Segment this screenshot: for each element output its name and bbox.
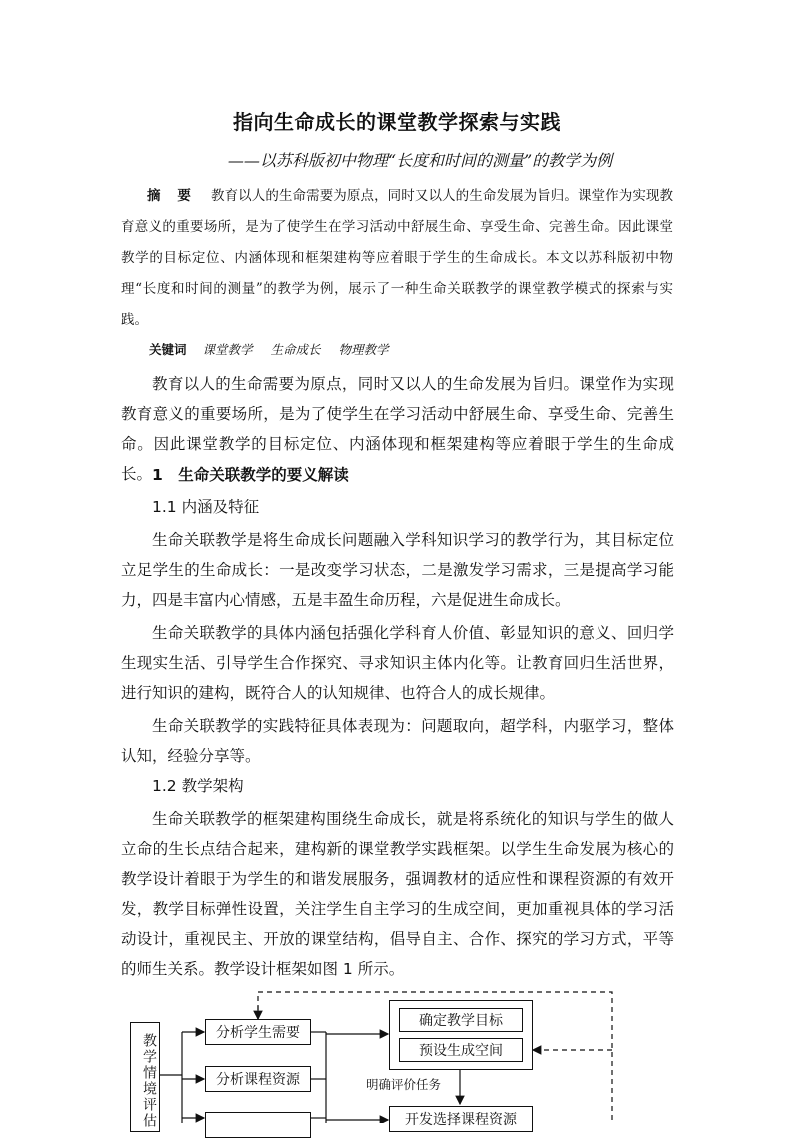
develop-resources-box: 开发选择课程资源 xyxy=(389,1106,533,1132)
paragraph: 生命关联教学的实践特征具体表现为：问题取向，超学科，内驱学习，整体认知，经验分享等。 xyxy=(121,717,674,765)
abstract-label: 摘 要 xyxy=(147,188,197,204)
paragraph: 生命关联教学的框架建构围绕生命成长，就是将系统化的知识与学生的做人立命的生长点结合起来，建构新的课堂教学实践框架。以学生生命发展为核心的教学设计着眼于为学生的和谐发展服务，强调教材的适应性和课程资源的有效开发，教学目标弹性设置，关注学生自主学习的生成空间，更加重视具体的学习活动设计，重视民主、开放的课堂结构，倡导自主、合作、探究的学习方式，平等的师生关系。教学设计框架如图 1 所示。 xyxy=(121,810,674,978)
preset-space-box: 预设生成空间 xyxy=(399,1038,523,1062)
context-evaluation-box: 教学情境评估 xyxy=(130,1022,160,1132)
section-heading: 1 生命关联教学的要义解读 xyxy=(152,466,349,484)
keyword: 生命成长 xyxy=(270,342,321,357)
abstract-text: 教育以人的生命需要为原点，同时又以人的生命发展为旨归。课堂作为实现教育意义的重要场所，是为了使学生在学习活动中舒展生命、享受生命、完善生命。因此课堂教学的目标定位、内涵体现和框架建构等应着眼于学生的生命成长。本文以苏科版初中物理“长度和时间的测量”的教学为例，展示了一种生命关联教学的课堂教学模式的探索与实践。 xyxy=(121,188,674,328)
keywords-label: 关键词 xyxy=(149,342,187,357)
intro-paragraph: 教育以人的生命需要为原点，同时又以人的生命发展为旨归。课堂作为实现教育意义的重要场所，是为了使学生在学习活动中舒展生命、享受生命、完善生命。因此课堂教学的目标定位、内涵体现和框架建构等应着眼于学生的生命成长。 xyxy=(121,375,674,483)
analyze-resources-box: 分析课程资源 xyxy=(205,1066,311,1092)
define-goals-box: 确定教学目标 xyxy=(399,1008,523,1032)
third-analysis-box xyxy=(205,1112,311,1138)
keyword: 课堂教学 xyxy=(202,342,253,357)
keyword: 物理教学 xyxy=(338,342,389,357)
subsection-heading: 1.2 教学架构 xyxy=(152,777,244,795)
paragraph: 生命关联教学的具体内涵包括强化学科育人价值、彰显知识的意义、回归学生现实生活、引导学生合作探究、寻求知识主体内化等。让教育回归生活世界，进行知识的建构，既符合人的认知规律、也符合人的成长规律。 xyxy=(121,624,674,702)
paper-subtitle: ——以苏科版初中物理“长度和时间的测量”的教学为例 xyxy=(227,151,613,170)
subsection-heading: 1.1 内涵及特征 xyxy=(152,498,260,516)
evaluation-task-label: 明确评价任务 xyxy=(366,1077,442,1092)
paragraph: 生命关联教学是将生命成长问题融入学科知识学习的教学行为，其目标定位立足学生的生命成长：一是改变学习状态，二是激发学习需求，三是提高学习能力，四是丰富内心情感，五是丰盈生命历程，六是促进生命成长。 xyxy=(121,531,674,609)
paper-title: 指向生命成长的课堂教学探索与实践 xyxy=(233,110,561,134)
analyze-needs-box: 分析学生需要 xyxy=(205,1019,311,1045)
